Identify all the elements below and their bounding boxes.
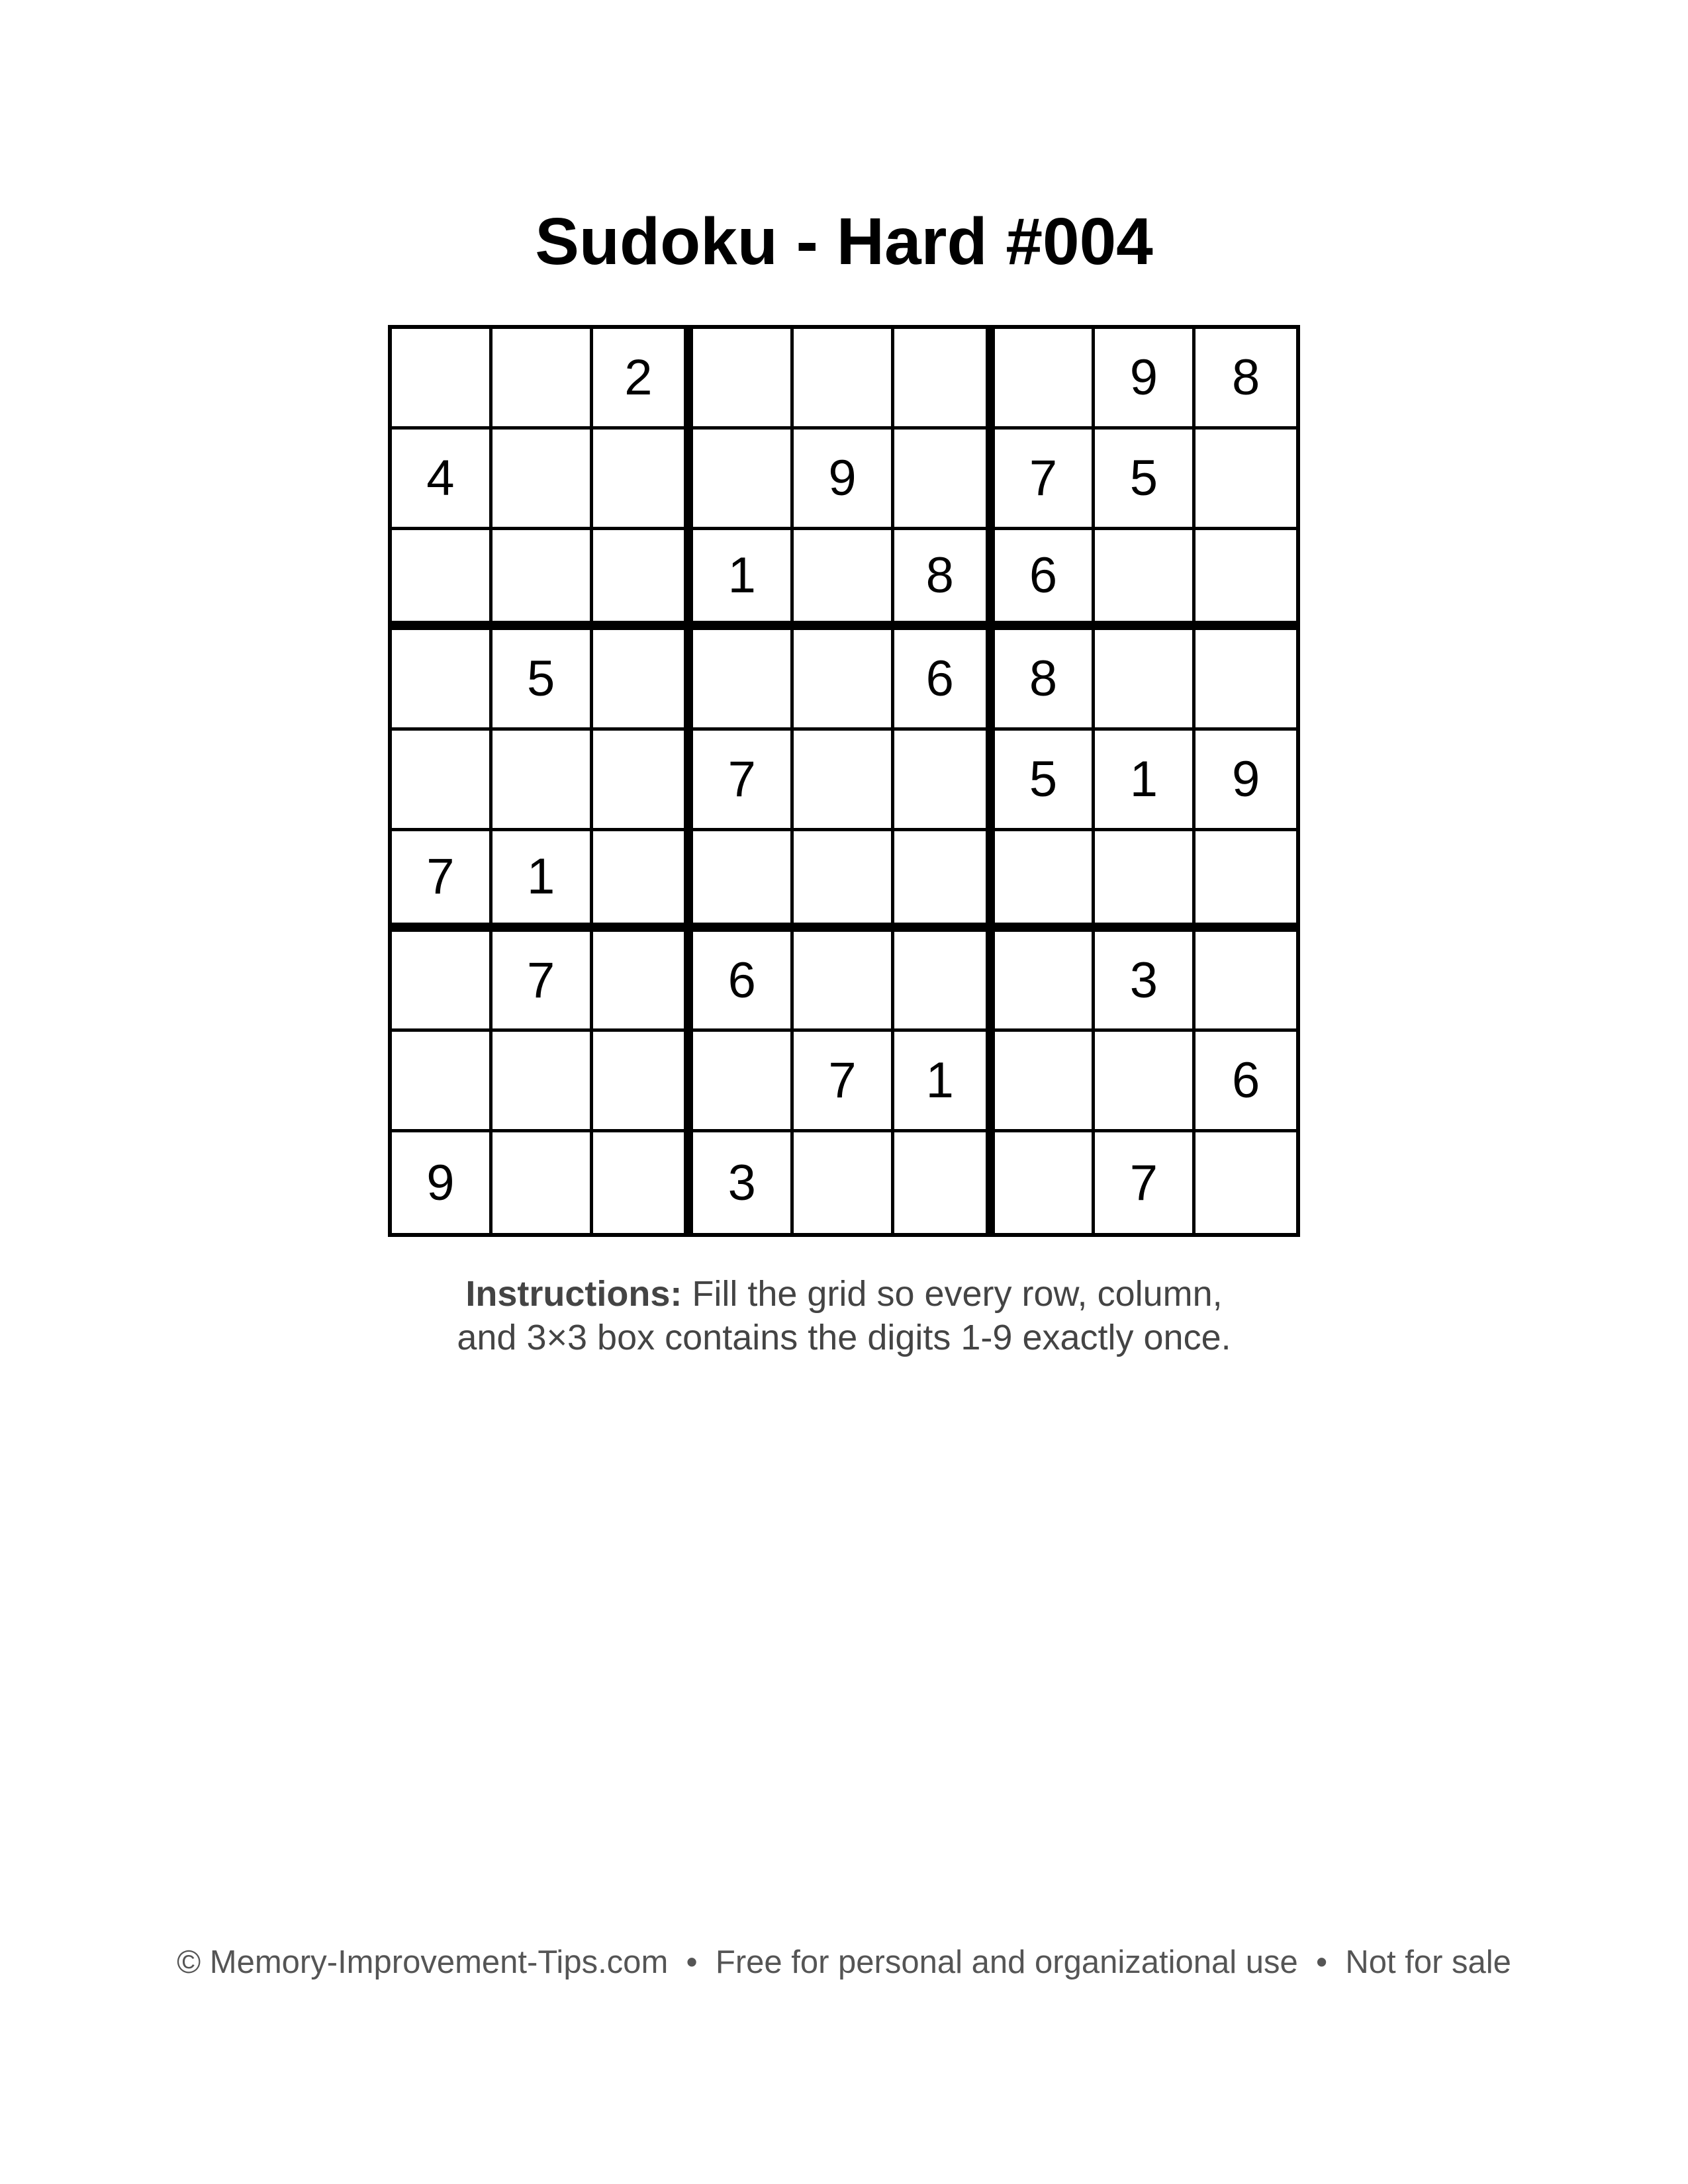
empty-cell[interactable] — [392, 731, 492, 831]
empty-cell[interactable] — [392, 329, 492, 430]
empty-cell[interactable] — [593, 731, 694, 831]
given-cell: 7 — [693, 731, 794, 831]
empty-cell[interactable] — [593, 932, 694, 1032]
given-cell: 8 — [1196, 329, 1296, 430]
empty-cell[interactable] — [492, 731, 593, 831]
sudoku-grid — [388, 325, 1300, 1237]
empty-cell[interactable] — [1196, 530, 1296, 631]
empty-cell[interactable] — [995, 932, 1096, 1032]
empty-cell[interactable] — [593, 831, 694, 932]
empty-cell[interactable] — [492, 1032, 593, 1132]
empty-cell[interactable] — [894, 831, 995, 932]
empty-cell[interactable] — [1196, 630, 1296, 731]
empty-cell[interactable] — [1095, 530, 1196, 631]
given-cell: 8 — [894, 530, 995, 631]
empty-cell[interactable] — [1095, 831, 1196, 932]
empty-cell[interactable] — [794, 1132, 894, 1233]
given-cell: 7 — [392, 831, 492, 932]
given-cell: 1 — [693, 530, 794, 631]
given-cell: 2 — [593, 329, 694, 430]
given-cell: 9 — [1095, 329, 1196, 430]
given-cell: 3 — [693, 1132, 794, 1233]
empty-cell[interactable] — [995, 1032, 1096, 1132]
footer-sale: Not for sale — [1345, 1944, 1511, 1980]
given-cell: 9 — [794, 430, 894, 530]
empty-cell[interactable] — [1196, 932, 1296, 1032]
empty-cell[interactable] — [492, 329, 593, 430]
empty-cell[interactable] — [995, 329, 1096, 430]
given-cell: 1 — [894, 1032, 995, 1132]
instructions-line-2: and 3×3 box contains the digits 1-9 exactly once. — [457, 1318, 1231, 1357]
empty-cell[interactable] — [1196, 1132, 1296, 1233]
instructions-line-1 — [0, 1272, 1688, 1316]
empty-cell[interactable] — [593, 1032, 694, 1132]
empty-cell[interactable] — [995, 831, 1096, 932]
instructions — [0, 1272, 1688, 1359]
given-cell: 6 — [894, 630, 995, 731]
empty-cell[interactable] — [794, 530, 894, 631]
empty-cell[interactable] — [492, 1132, 593, 1233]
empty-cell[interactable] — [894, 932, 995, 1032]
empty-cell[interactable] — [693, 831, 794, 932]
empty-cell[interactable] — [794, 329, 894, 430]
given-cell: 5 — [995, 731, 1096, 831]
given-cell: 1 — [492, 831, 593, 932]
empty-cell[interactable] — [794, 731, 894, 831]
empty-cell[interactable] — [693, 430, 794, 530]
given-cell: 7 — [492, 932, 593, 1032]
given-cell: 7 — [995, 430, 1096, 530]
footer — [0, 1942, 1688, 1982]
given-cell: 7 — [1095, 1132, 1196, 1233]
empty-cell[interactable] — [1095, 630, 1196, 731]
empty-cell[interactable] — [1196, 430, 1296, 530]
empty-cell[interactable] — [693, 630, 794, 731]
empty-cell[interactable] — [392, 1032, 492, 1132]
empty-cell[interactable] — [693, 1032, 794, 1132]
empty-cell[interactable] — [693, 329, 794, 430]
empty-cell[interactable] — [593, 430, 694, 530]
empty-cell[interactable] — [392, 630, 492, 731]
given-cell: 1 — [1095, 731, 1196, 831]
instructions-text-1: Fill the grid so every row, column, — [682, 1274, 1223, 1314]
footer-separator: • — [686, 1944, 698, 1980]
given-cell: 4 — [392, 430, 492, 530]
given-cell: 6 — [1196, 1032, 1296, 1132]
footer-copyright: © Memory-Improvement-Tips.com — [177, 1944, 669, 1980]
page-title: Sudoku - Hard #004 — [535, 205, 1153, 279]
given-cell: 5 — [492, 630, 593, 731]
empty-cell[interactable] — [392, 932, 492, 1032]
given-cell: 7 — [794, 1032, 894, 1132]
empty-cell[interactable] — [894, 1132, 995, 1233]
empty-cell[interactable] — [593, 630, 694, 731]
given-cell: 5 — [1095, 430, 1196, 530]
empty-cell[interactable] — [794, 831, 894, 932]
footer-usage: Free for personal and organizational use — [715, 1944, 1298, 1980]
instructions-label: Instructions: — [465, 1274, 682, 1314]
empty-cell[interactable] — [794, 932, 894, 1032]
empty-cell[interactable] — [593, 1132, 694, 1233]
empty-cell[interactable] — [794, 630, 894, 731]
given-cell: 6 — [693, 932, 794, 1032]
given-cell: 6 — [995, 530, 1096, 631]
empty-cell[interactable] — [492, 430, 593, 530]
given-cell: 8 — [995, 630, 1096, 731]
empty-cell[interactable] — [894, 430, 995, 530]
footer-separator: • — [1315, 1944, 1328, 1980]
empty-cell[interactable] — [392, 530, 492, 631]
given-cell: 3 — [1095, 932, 1196, 1032]
empty-cell[interactable] — [1196, 831, 1296, 932]
empty-cell[interactable] — [1095, 1032, 1196, 1132]
given-cell: 9 — [1196, 731, 1296, 831]
empty-cell[interactable] — [894, 329, 995, 430]
empty-cell[interactable] — [593, 530, 694, 631]
given-cell: 9 — [392, 1132, 492, 1233]
empty-cell[interactable] — [995, 1132, 1096, 1233]
empty-cell[interactable] — [894, 731, 995, 831]
empty-cell[interactable] — [492, 530, 593, 631]
